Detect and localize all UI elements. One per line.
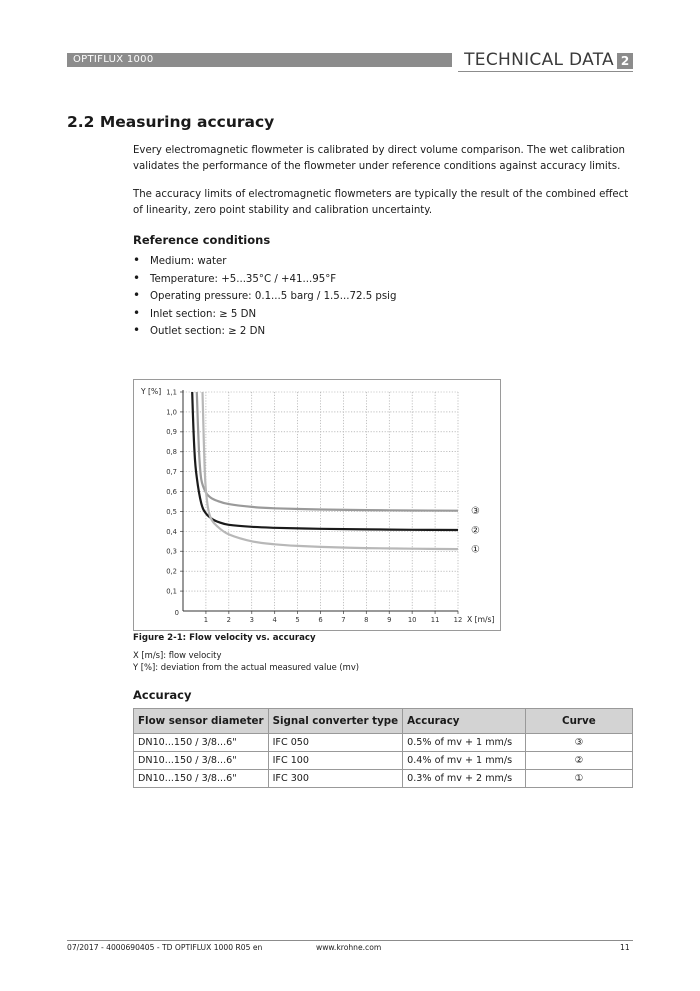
x-tick-label: 7 xyxy=(341,616,346,624)
y-tick-label: 0,2 xyxy=(166,567,177,576)
x-tick-label: 6 xyxy=(318,616,323,624)
reference-conditions-list xyxy=(133,252,396,340)
header-product: OPTIFLUX 1000 xyxy=(73,54,154,65)
y-tick-label: 0,6 xyxy=(166,487,177,496)
table-cell: DN10...150 / 3/8...6" xyxy=(134,752,269,770)
y-tick-label: 0,1 xyxy=(166,587,177,596)
accuracy-table xyxy=(133,708,633,788)
x-tick-label: 4 xyxy=(272,616,277,624)
y-tick-label: 0,5 xyxy=(166,507,177,516)
table-cell: ① xyxy=(525,770,632,788)
figure-caption: Figure 2-1: Flow velocity vs. accuracy xyxy=(133,633,316,643)
table-cell: IFC 050 xyxy=(268,734,403,752)
table-row xyxy=(134,734,633,752)
y-axis-label: Y [%] xyxy=(141,387,162,396)
table-cell: 0.3% of mv + 2 mm/s xyxy=(403,770,526,788)
figure-note-x: X [m/s]: flow velocity xyxy=(133,650,222,660)
y-tick-label: 1,1 xyxy=(166,388,177,397)
x-tick-label: 5 xyxy=(295,616,300,624)
accuracy-heading: Accuracy xyxy=(133,688,192,702)
table-cell: 0.5% of mv + 1 mm/s xyxy=(403,734,526,752)
series-end-label: ① xyxy=(471,544,480,556)
column-header: Signal converter type xyxy=(268,709,403,734)
condition-item: • Medium: water xyxy=(133,252,396,270)
section-heading: 2.2 Measuring accuracy xyxy=(67,113,275,131)
y-tick-label: 0,8 xyxy=(166,448,177,457)
x-tick-label: 10 xyxy=(407,616,417,624)
condition-item: • Outlet section: ≥ 2 DN xyxy=(133,322,396,340)
footer-website: www.krohne.com xyxy=(316,943,382,952)
series-end-label: ③ xyxy=(471,506,480,518)
table-cell: DN10...150 / 3/8...6" xyxy=(134,770,269,788)
footer-rule xyxy=(67,940,633,941)
figure-note-y: Y [%]: deviation from the actual measured value (mv) xyxy=(133,662,360,672)
header-underline xyxy=(458,71,633,72)
flow-velocity-accuracy-chart xyxy=(133,379,501,631)
table-cell: IFC 300 xyxy=(268,770,403,788)
x-tick-label: 3 xyxy=(249,616,254,624)
footer-doc-ref: 07/2017 - 4000690405 - TD OPTIFLUX 1000 R05 en xyxy=(67,943,263,952)
chart-frame xyxy=(134,380,501,631)
header-chapter-number: 2 xyxy=(617,53,633,69)
y-tick-label: 1,0 xyxy=(166,408,177,417)
x-tick-label: 1 xyxy=(203,616,209,624)
x-tick-label: 2 xyxy=(226,616,231,624)
accuracy-limits-paragraph: The accuracy limits of electromagnetic flowmeters are typically the result of the combined effect of linearity, zero point stability and calibration uncertainty. xyxy=(133,189,629,216)
table-row xyxy=(134,752,633,770)
series-end-label: ② xyxy=(471,525,480,537)
y-tick-label: 0,7 xyxy=(166,468,177,477)
column-header: Accuracy xyxy=(403,709,526,734)
table-row xyxy=(134,770,633,788)
table-cell: ③ xyxy=(525,734,632,752)
table-cell: 0.4% of mv + 1 mm/s xyxy=(403,752,526,770)
x-axis-label: X [m/s] xyxy=(467,615,495,624)
table-cell: ② xyxy=(525,752,632,770)
table-header-row xyxy=(134,709,633,734)
column-header: Flow sensor diameter xyxy=(134,709,269,734)
footer-page-number: 11 xyxy=(620,943,630,952)
x-tick-label: 9 xyxy=(387,616,392,624)
y-tick-label: 0,9 xyxy=(166,428,177,437)
table-cell: DN10...150 / 3/8...6" xyxy=(134,734,269,752)
x-tick-label: 11 xyxy=(430,616,440,624)
column-header: Curve xyxy=(525,709,632,734)
origin-label: 0 xyxy=(174,609,179,617)
reference-conditions-heading: Reference conditions xyxy=(133,233,271,247)
y-tick-label: 0,3 xyxy=(166,547,177,556)
header-section-title: TECHNICAL DATA xyxy=(464,50,614,70)
condition-item: • Inlet section: ≥ 5 DN xyxy=(133,305,396,323)
intro-paragraph: Every electromagnetic flowmeter is calibrated by direct volume comparison. The wet calibration validates the performance of the flowmeter under reference conditions against accuracy limits. xyxy=(133,145,625,172)
header-product-bar xyxy=(67,53,452,67)
y-tick-label: 0,4 xyxy=(166,527,177,536)
x-tick-label: 12 xyxy=(453,616,463,624)
condition-item: • Operating pressure: 0.1...5 barg / 1.5...72.5 psig xyxy=(133,287,396,305)
table-cell: IFC 100 xyxy=(268,752,403,770)
x-tick-label: 8 xyxy=(364,616,369,624)
condition-item: • Temperature: +5...35°C / +41...95°F xyxy=(133,270,396,288)
